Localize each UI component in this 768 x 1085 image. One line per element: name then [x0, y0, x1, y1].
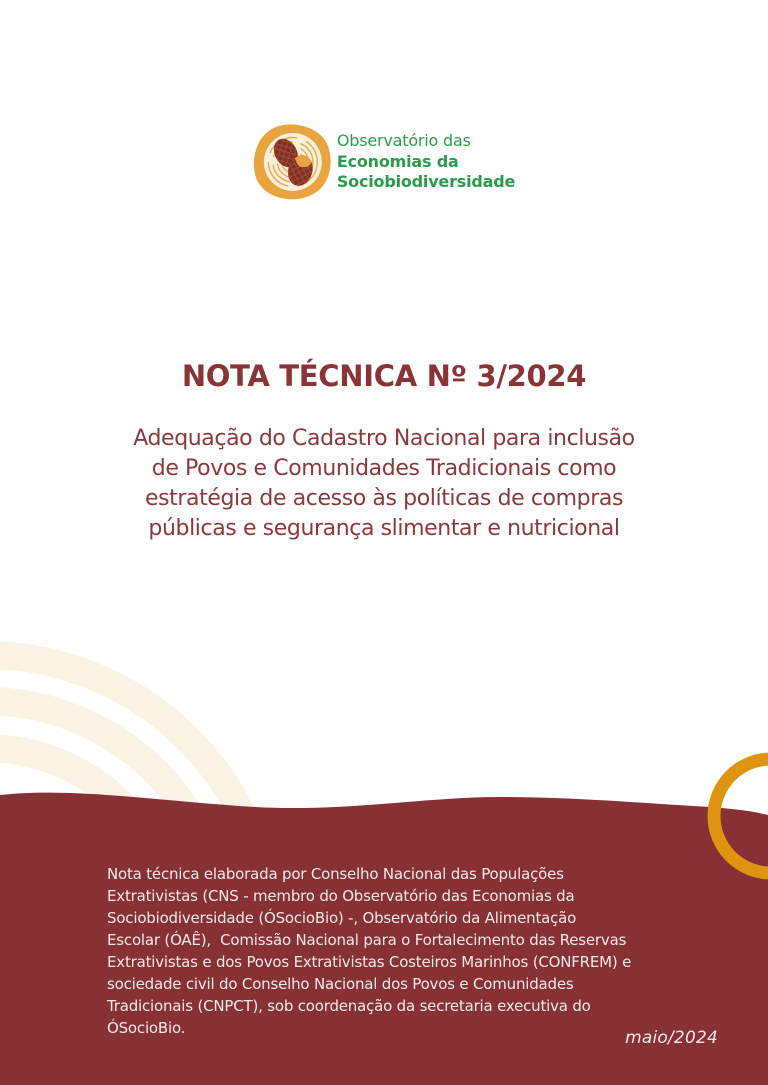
logo-text-line1: Observatório das — [336, 131, 471, 151]
logo-text-line3: Sociobiodiversidade — [336, 172, 516, 192]
credits-line: Sociobiodiversidade (ÓSocioBio) -, Observatório da Alimentação — [107, 909, 577, 927]
credits-line: Extrativistas (CNS - membro do Observatório das Economias da — [107, 887, 575, 905]
subtitle-line: de Povos e Comunidades Tradicionais como — [151, 456, 617, 481]
credits-paragraph — [107, 863, 631, 1039]
publication-date: maio/2024 — [625, 1028, 718, 1048]
subtitle-line: Adequação do Cadastro Nacional para inclusão — [133, 426, 635, 451]
credits-line: Tradicionais (CNPCT), sob coordenação da secretaria executiva do — [107, 997, 591, 1015]
document-subtitle — [0, 424, 768, 544]
credits-line: Extrativistas e dos Povos Extrativistas Costeiros Marinhos (CONFREM) e — [107, 953, 632, 971]
subtitle-line: públicas e segurança slimentar e nutricional — [148, 516, 620, 541]
credits-line: ÓSocioBio. — [107, 1019, 186, 1037]
subtitle-line: estratégia de acesso às políticas de compras — [144, 486, 624, 511]
osociobio-logo-icon — [253, 122, 333, 202]
credits-line: Nota técnica elaborada por Conselho Nacional das Populações — [107, 865, 564, 883]
logo-text-line2: Economias da — [336, 151, 459, 171]
logo-text — [337, 131, 515, 193]
document-title: NOTA TÉCNICA Nº 3/2024 — [181, 359, 587, 393]
logo — [253, 122, 515, 202]
credits-line: Escolar (ÓAÊ), Comissão Nacional para o Fortalecimento das Reservas — [107, 931, 627, 949]
credits-line: sociedade civil do Conselho Nacional dos Povos e Comunidades — [107, 975, 574, 993]
